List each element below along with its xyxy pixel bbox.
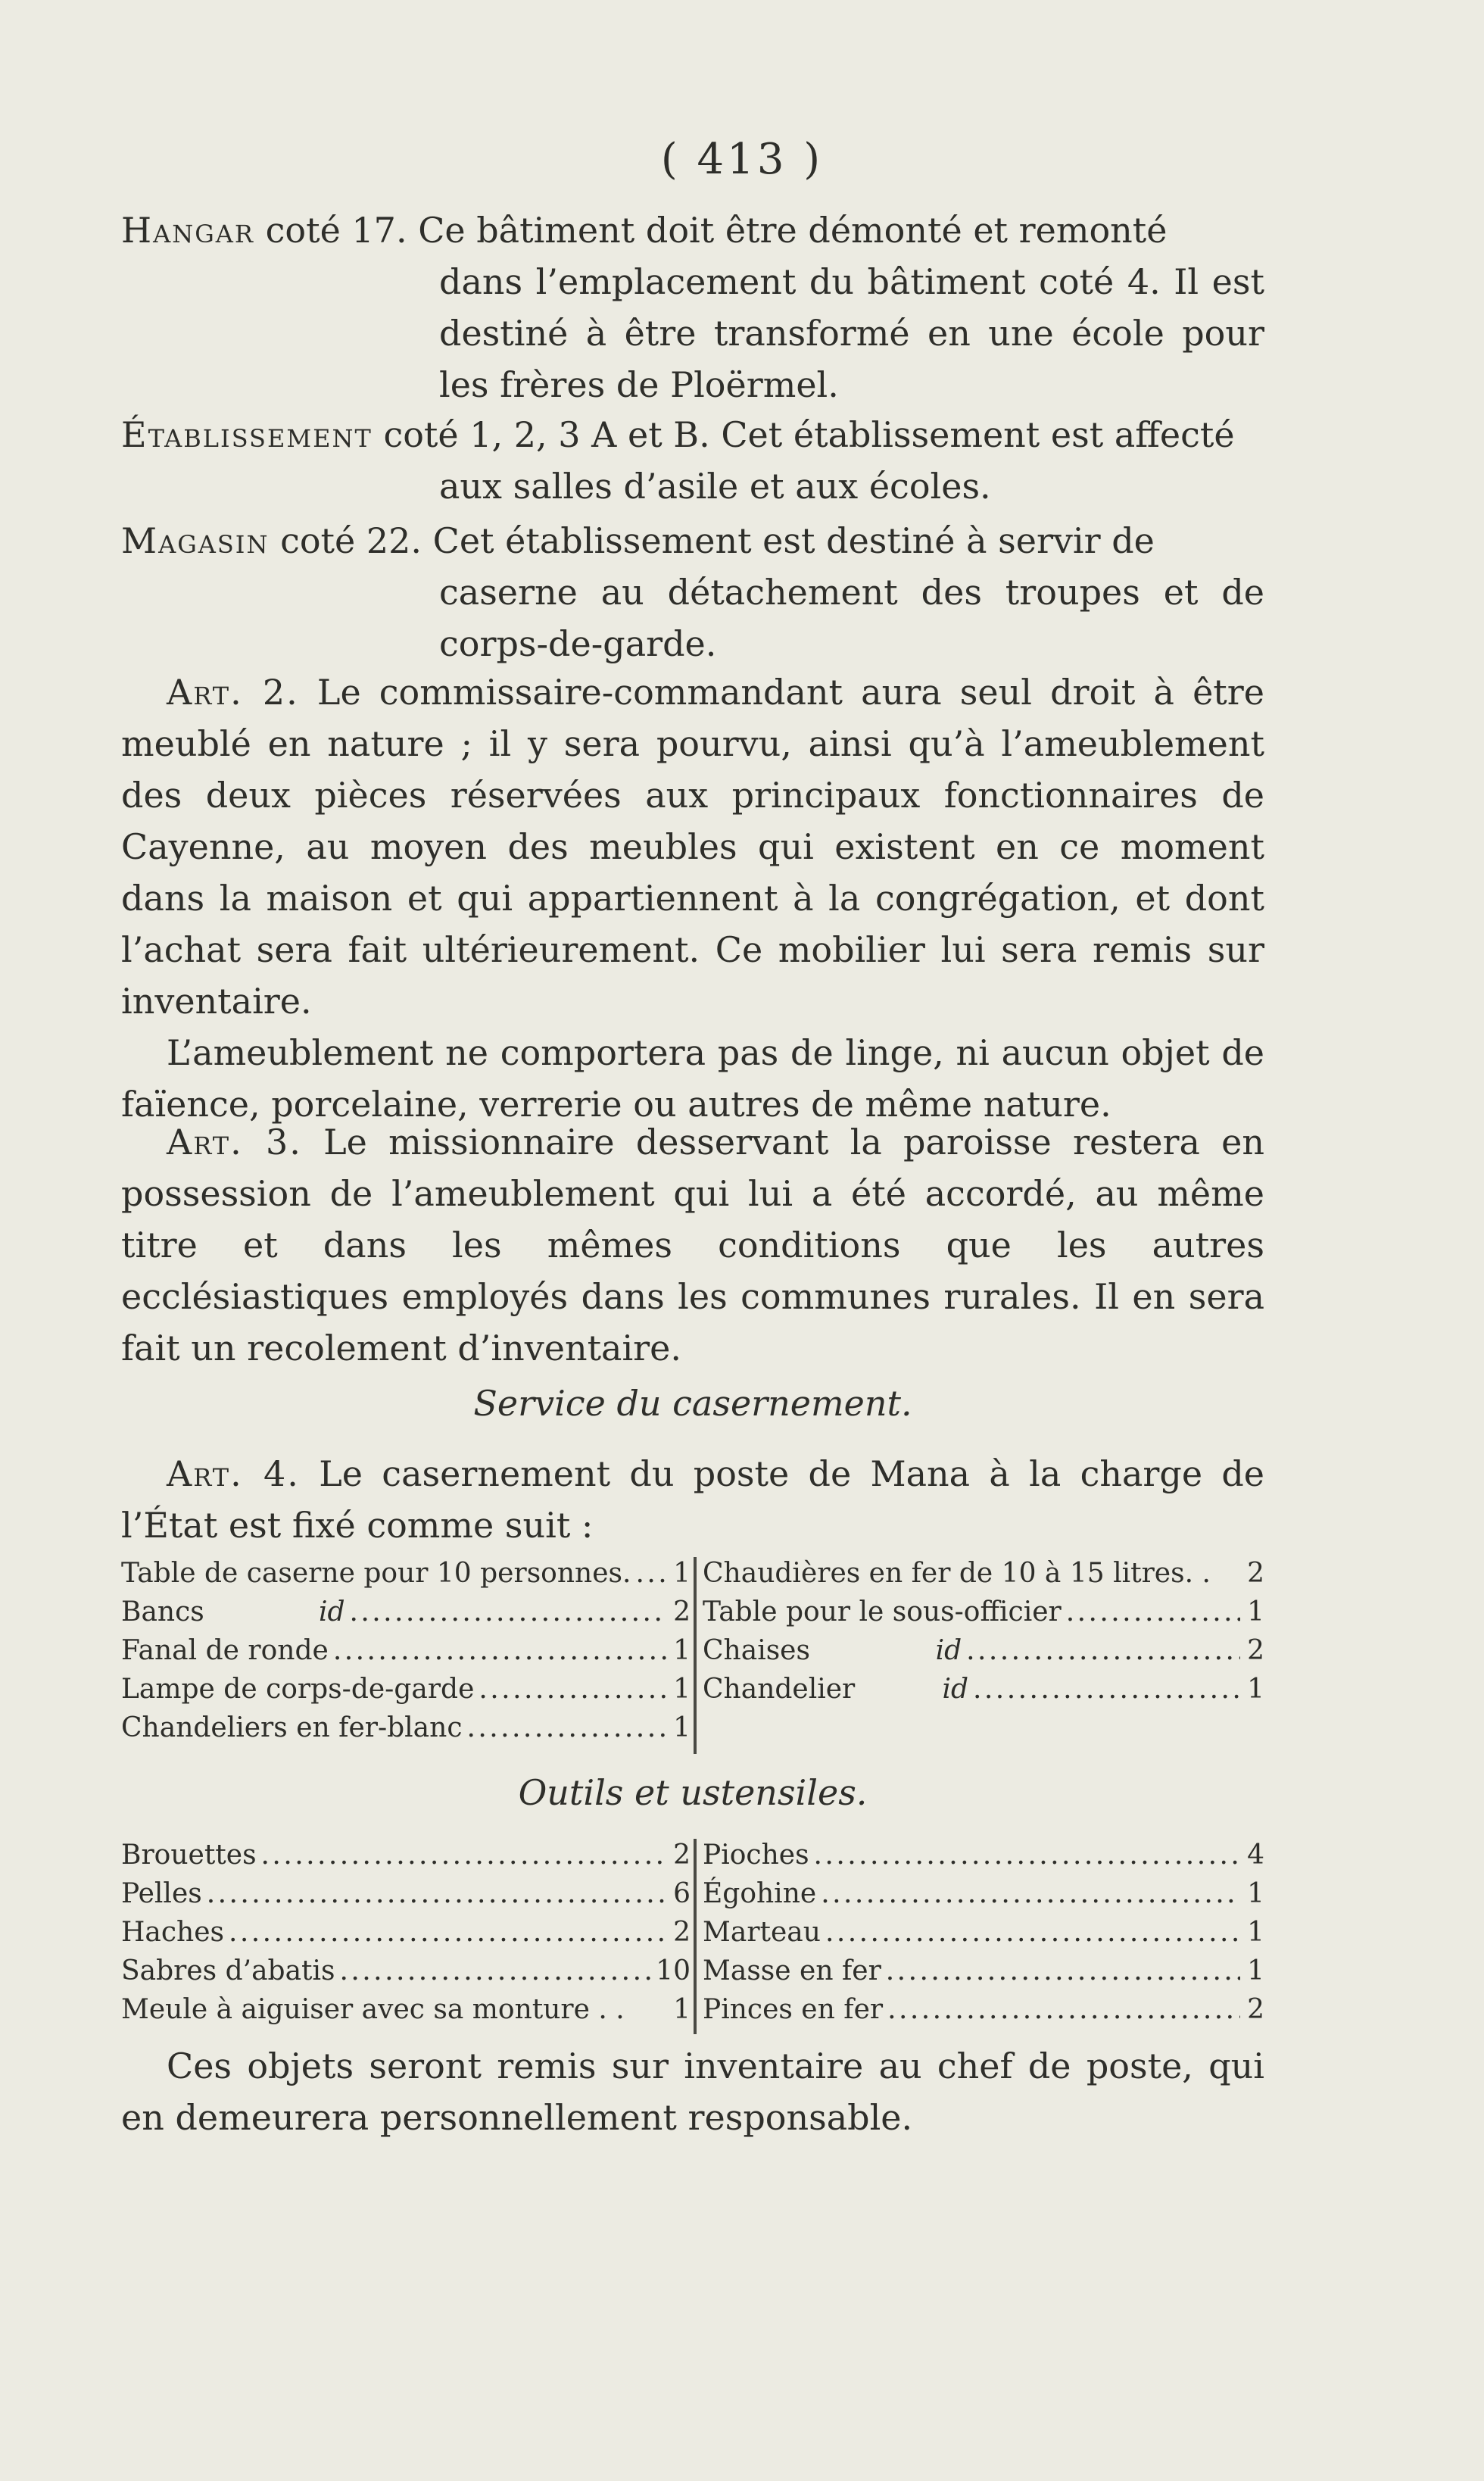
table-row: Pioches . . . 4 [703, 1836, 1264, 1874]
article-text: Le missionnaire desservant la paroisse restera en possession de l’ameublement qui lui a été accordé, au même titre et dans les mêmes conditions que les autres ecclésiastiques employés dans les communes rurales. Il en sera fait un recolement d’inventaire. [121, 1122, 1264, 1368]
outils-table [121, 1836, 1264, 2031]
table-row: Lampe de corps-de-garde . . . 1 [121, 1670, 691, 1709]
table-row: Brouettes . . . 2 [121, 1836, 691, 1874]
table-row: Égohine . . . 1 [703, 1874, 1264, 1913]
table-row: Chandelier id . . . 1 [703, 1670, 1264, 1709]
column-divider [694, 1557, 697, 1754]
table-row: Haches . . . 2 [121, 1913, 691, 1952]
table-column-right [703, 1836, 1264, 2029]
page-number: ( 413 ) [660, 135, 824, 184]
table-row: Pinces en fer . . . 2 [703, 1990, 1264, 2029]
entry-continuation: aux salles d’asile et aux écoles. [439, 466, 991, 507]
table-column-left [121, 1554, 691, 1747]
table-row: Table pour le sous-officier . . . 1 [703, 1593, 1264, 1631]
article-text-2: L’ameublement ne comportera pas de linge, ni aucun objet de faïence, porcelaine, verrerie ou autres de même nature. [121, 1032, 1264, 1125]
table-row: Fanal de ronde . . . 1 [121, 1631, 691, 1670]
closing-paragraph [121, 2040, 1264, 2143]
table-row: Sabres d’abatis . . . 10 [121, 1952, 691, 1990]
entry-continuation: dans l’emplacement du bâtiment coté 4. Il est destiné à être transformé en une école pour les frères de Ploërmel. [439, 261, 1264, 405]
entry-hangar [121, 204, 1264, 410]
entry-head: Magasin [121, 520, 270, 561]
entry-head: Établissement [121, 414, 373, 455]
entry-magasin [121, 515, 1264, 669]
table-row: Chandeliers en fer-blanc . . . 1 [121, 1709, 691, 1747]
column-divider [694, 1839, 697, 2034]
article-text: Le casernement du poste de Mana à la charge de l’État est fixé comme suit : [121, 1453, 1265, 1546]
article-text: Le commissaire-commandant aura seul droit à être meublé en nature ; il y sera pourvu, ainsi qu’à l’ameublement des deux pièces réservées aux principaux fonctionnaires de Cayenne, au moyen des meubles qui existent en ce moment dans la maison et qui appartiennent à la congrégation, et dont l’achat sera fait ultérieurement. Ce mobilier lui sera remis sur inventaire. [121, 672, 1265, 1022]
section-heading-casernement: Service du casernement. [473, 1383, 912, 1424]
casernement-table [121, 1554, 1264, 1751]
entry-head: Hangar [121, 210, 254, 251]
article-3 [121, 1116, 1264, 1374]
table-row: Bancs id . . . 2 [121, 1593, 691, 1631]
section-heading-outils: Outils et ustensiles. [518, 1772, 868, 1813]
table-row: Chaises id . . . 2 [703, 1631, 1264, 1670]
entry-first-line: coté 22. Cet établissement est destiné à servir de [280, 520, 1155, 561]
table-row: Meule à aiguiser avec sa monture . . 1 [121, 1994, 691, 2025]
table-column-right [703, 1554, 1264, 1709]
entry-first-line: coté 1, 2, 3 A et B. Cet établissement est affecté [383, 414, 1235, 455]
table-row: Marteau . . . 1 [703, 1913, 1264, 1952]
table-row: Chaudières en fer de 10 à 15 litres. . 2 [703, 1558, 1264, 1589]
article-2 [121, 666, 1264, 1130]
article-label: Art. 2. [167, 672, 299, 713]
table-column-left [121, 1836, 691, 2029]
table-row: Masse en fer . . . 1 [703, 1952, 1264, 1990]
entry-first-line: coté 17. Ce bâtiment doit être démonté et remonté [265, 210, 1168, 251]
article-label: Art. 4. [167, 1453, 300, 1494]
table-row: Table de caserne pour 10 personnes. . . . 1 [121, 1554, 691, 1593]
article-label: Art. 3. [167, 1122, 302, 1162]
entry-etablissement [121, 409, 1264, 512]
article-4 [121, 1448, 1264, 1551]
table-row: Pelles . . . 6 [121, 1874, 691, 1913]
entry-continuation: caserne au détachement des troupes et de corps-de-garde. [439, 572, 1264, 664]
closing-text: Ces objets seront remis sur inventaire au chef de poste, qui en demeurera personnellement responsable. [121, 2046, 1264, 2138]
